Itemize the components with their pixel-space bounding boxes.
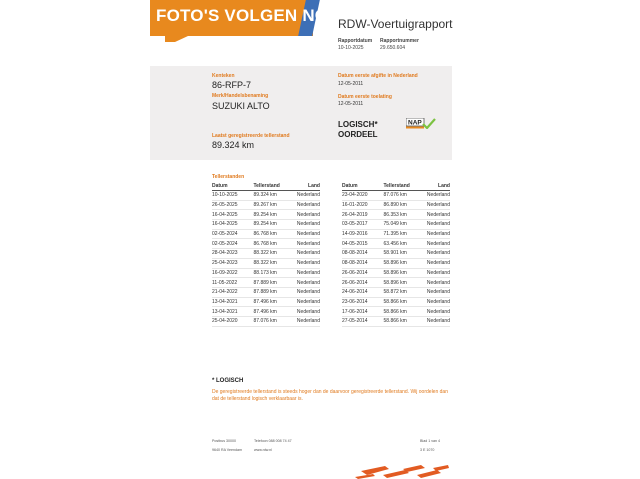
cell-date: 10-10-2025 — [212, 191, 254, 201]
table-row — [342, 316, 450, 326]
cell-country: Nederland — [426, 318, 450, 325]
plate-value: 86-RFP-7 — [212, 80, 252, 90]
table-row — [342, 249, 450, 259]
banner-text: FOTO'S VOLGEN NOG — [156, 6, 342, 25]
cell-date: 08-08-2014 — [342, 249, 384, 259]
table-row — [212, 258, 320, 268]
table-row — [342, 229, 450, 239]
plate-label: Kenteken — [212, 73, 235, 79]
odometer-table-left — [212, 182, 320, 327]
cell-country: Nederland — [426, 260, 450, 267]
report-date-label: Rapportdatum — [338, 38, 373, 44]
cell-date: 17-06-2014 — [342, 307, 384, 317]
cell-odometer: 71.395 km — [384, 229, 427, 239]
cell-odometer: 88.173 km — [254, 268, 297, 278]
cell-country: Nederland — [296, 318, 320, 325]
cell-date: 26-06-2014 — [342, 268, 384, 278]
cell-date: 13-04-2021 — [212, 307, 254, 317]
cell-date: 26-04-2019 — [342, 210, 384, 220]
cell-date: 21-04-2022 — [212, 287, 254, 297]
cell-date: 23-04-2020 — [342, 191, 384, 201]
cell-date: 16-09-2022 — [212, 268, 254, 278]
cell-odometer: 89.254 km — [254, 220, 297, 230]
cell-date: 16-04-2025 — [212, 220, 254, 230]
table-row — [212, 278, 320, 288]
table-row — [212, 316, 320, 326]
make-value: SUZUKI ALTO — [212, 101, 270, 111]
cell-country: Nederland — [426, 240, 450, 247]
table-row — [342, 307, 450, 317]
cell-country: Nederland — [296, 298, 320, 305]
cell-date: 16-04-2025 — [212, 210, 254, 220]
col-country-header: Land — [297, 182, 320, 191]
table-row — [342, 268, 450, 278]
cell-odometer: 87.496 km — [254, 297, 297, 307]
footer-page: Blad 1 van 4 — [420, 439, 440, 443]
cell-country: Nederland — [296, 240, 320, 247]
cell-odometer: 87.889 km — [254, 287, 297, 297]
cell-odometer: 88.322 km — [254, 249, 297, 259]
table-row — [342, 210, 450, 220]
nap-logo-icon — [406, 118, 436, 129]
table-row — [212, 191, 320, 201]
table-row — [212, 200, 320, 210]
footer-code: 3 E 1070 — [420, 448, 435, 452]
col-date-header: Datum — [342, 182, 384, 191]
table-header-row — [212, 182, 320, 191]
last-odo-value: 89.324 km — [212, 140, 255, 150]
table-row — [342, 258, 450, 268]
footer-city: 9640 RA Veendam — [212, 448, 242, 452]
cell-odometer: 87.076 km — [254, 316, 297, 326]
cell-odometer: 58.866 km — [384, 316, 427, 326]
table-row — [212, 268, 320, 278]
col-odo-header: Tellerstand — [384, 182, 427, 191]
cell-date: 02-05-2024 — [212, 229, 254, 239]
table-header-row — [342, 182, 450, 191]
cell-country: Nederland — [296, 308, 320, 315]
cell-odometer: 63.456 km — [384, 239, 427, 249]
cell-date: 26-06-2014 — [342, 278, 384, 288]
cell-country: Nederland — [296, 260, 320, 267]
cell-date: 28-04-2023 — [212, 249, 254, 259]
cell-country: Nederland — [296, 289, 320, 296]
note-title: * LOGISCH — [212, 378, 244, 384]
cell-country: Nederland — [426, 298, 450, 305]
table-row — [212, 287, 320, 297]
cell-odometer: 58.896 km — [384, 258, 427, 268]
cell-odometer: 58.866 km — [384, 297, 427, 307]
first-nl-label: Datum eerste afgifte in Nederland — [338, 73, 418, 79]
table-row — [342, 239, 450, 249]
table-row — [342, 297, 450, 307]
cell-date: 23-06-2014 — [342, 297, 384, 307]
cell-odometer: 89.267 km — [254, 200, 297, 210]
verdict-line-2: OORDEEL — [338, 130, 378, 139]
banner-tail-graphic — [165, 30, 201, 42]
cell-odometer: 86.768 km — [254, 229, 297, 239]
vehicle-panel — [150, 66, 452, 160]
cell-date: 02-05-2024 — [212, 239, 254, 249]
make-label: Merk/Handelsbenaming — [212, 93, 269, 99]
table-row — [342, 220, 450, 230]
cell-odometer: 58.896 km — [384, 278, 427, 288]
cell-odometer: 86.353 km — [384, 210, 427, 220]
cell-date: 13-04-2021 — [212, 297, 254, 307]
cell-odometer: 88.322 km — [254, 258, 297, 268]
table-row — [212, 229, 320, 239]
col-odo-header: Tellerstand — [254, 182, 297, 191]
cell-date: 08-08-2014 — [342, 258, 384, 268]
report-date: 10-10-2025 — [338, 45, 364, 51]
first-admission-label: Datum eerste toelating — [338, 94, 392, 100]
last-odo-label: Laatst geregistreerde tellerstand — [212, 133, 290, 139]
cell-date: 25-04-2020 — [212, 316, 254, 326]
cell-country: Nederland — [296, 269, 320, 276]
cell-date: 27-05-2014 — [342, 316, 384, 326]
cell-country: Nederland — [426, 231, 450, 238]
cell-odometer: 58.866 km — [384, 307, 427, 317]
cell-odometer: 87.889 km — [254, 278, 297, 288]
cell-country: Nederland — [296, 202, 320, 209]
footer-postbus: Postbus 30000 — [212, 439, 236, 443]
col-date-header: Datum — [212, 182, 254, 191]
cell-odometer: 58.901 km — [384, 249, 427, 259]
odometer-section-title: Tellerstanden — [212, 174, 245, 180]
cell-country: Nederland — [426, 211, 450, 218]
table-row — [342, 287, 450, 297]
table-row — [212, 210, 320, 220]
cell-country: Nederland — [296, 231, 320, 238]
cell-country: Nederland — [296, 211, 320, 218]
cell-date: 25-04-2023 — [212, 258, 254, 268]
report-title: RDW-Voertuigrapport — [338, 17, 453, 31]
table-row — [212, 220, 320, 230]
cell-country: Nederland — [296, 250, 320, 257]
cell-country: Nederland — [296, 192, 320, 199]
svg-text:NAP: NAP — [408, 119, 422, 127]
cell-odometer: 87.076 km — [384, 191, 427, 201]
cell-country: Nederland — [426, 250, 450, 257]
footer-phone: Telefoon 088 008 74 47 — [254, 439, 292, 443]
table-row — [342, 191, 450, 201]
first-nl-value: 12-05-2011 — [338, 81, 364, 87]
cell-date: 24-06-2014 — [342, 287, 384, 297]
col-country-header: Land — [427, 182, 450, 191]
cell-country: Nederland — [426, 192, 450, 199]
table-row — [212, 297, 320, 307]
cell-date: 14-09-2016 — [342, 229, 384, 239]
cell-odometer: 89.254 km — [254, 210, 297, 220]
table-row — [342, 278, 450, 288]
cell-odometer: 86.768 km — [254, 239, 297, 249]
first-admission-value: 12-05-2011 — [338, 101, 364, 107]
cell-country: Nederland — [426, 308, 450, 315]
report-number: 29.650.604 — [380, 45, 406, 51]
cell-date: 11-05-2022 — [212, 278, 254, 288]
cell-odometer: 75.049 km — [384, 220, 427, 230]
footer-web: www.rdw.nl — [254, 448, 272, 452]
cell-country: Nederland — [426, 279, 450, 286]
cell-country: Nederland — [296, 221, 320, 228]
rdw-stripe-graphic — [355, 463, 450, 479]
cell-country: Nederland — [426, 269, 450, 276]
note-text: De geregistreerde tellerstand is steeds hoger dan de daarvoor geregistreerde tellerstand. Wij oordelen dan dat de tellerstand logisch verklaarbaar is. — [212, 389, 448, 402]
cell-date: 16-01-2020 — [342, 200, 384, 210]
odometer-table-right — [342, 182, 450, 327]
cell-country: Nederland — [296, 279, 320, 286]
cell-odometer: 86.890 km — [384, 200, 427, 210]
cell-country: Nederland — [426, 221, 450, 228]
cell-odometer: 89.324 km — [254, 191, 297, 201]
table-row — [212, 307, 320, 317]
verdict-line-1: LOGISCH* — [338, 120, 378, 129]
cell-date: 26-05-2025 — [212, 200, 254, 210]
verdict-text — [338, 120, 378, 140]
table-row — [212, 239, 320, 249]
cell-odometer: 58.872 km — [384, 287, 427, 297]
table-row — [212, 249, 320, 259]
cell-odometer: 58.896 km — [384, 268, 427, 278]
cell-odometer: 87.496 km — [254, 307, 297, 317]
cell-date: 03-05-2017 — [342, 220, 384, 230]
cell-date: 04-05-2015 — [342, 239, 384, 249]
report-number-label: Rapportnummer — [380, 38, 419, 44]
cell-country: Nederland — [426, 202, 450, 209]
cell-country: Nederland — [426, 289, 450, 296]
table-row — [342, 200, 450, 210]
